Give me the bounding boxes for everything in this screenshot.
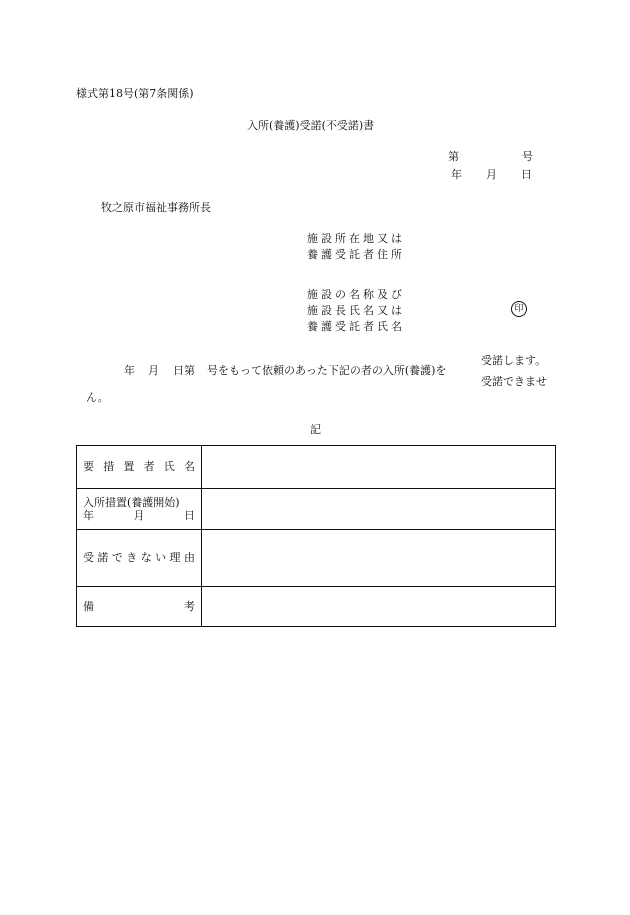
label-remarks-char-2: 考 [184,599,195,613]
label-char: 理 [169,551,181,565]
option-decline: 受諾できませ [481,375,547,388]
doc-number-go: 号 [522,150,533,163]
label-remarks [77,587,202,627]
label-char: 氏 [163,460,175,474]
label-admission-year: 年 [83,509,94,523]
label-char: い [155,551,167,565]
label-char: な [140,551,152,565]
body-year: 年 [124,364,135,377]
option-accept: 受諾します。 [481,354,547,367]
document-title: 入所(養護)受諾(不受諾)書 [247,119,375,132]
value-admission [202,489,556,530]
body-day-dai: 日第 [173,364,195,377]
label-admission-date [83,509,195,522]
seal-mark: 印 [511,301,527,317]
body-month: 月 [148,364,159,377]
label-person-name-text [83,460,195,473]
ki-heading: 記 [310,423,321,436]
label-char: 受 [83,551,94,565]
label-decline-reason [77,530,202,587]
table-row [77,530,556,587]
table-row [77,489,556,530]
sender-name-label-3: 養護受託者氏名 [307,320,405,333]
sender-name-label-1: 施設の名称及び [307,288,405,301]
label-char: 諾 [97,551,109,565]
label-remarks-text [83,600,195,613]
record-table [76,445,556,627]
label-admission-month: 月 [133,509,145,523]
label-char: 要 [83,460,94,474]
body-main-text: 号をもって依頼のあった下記の者の入所(養護)を [207,364,447,377]
date-day: 日 [521,168,532,181]
label-char: 由 [183,551,195,565]
label-person-name [77,446,202,489]
value-person-name [202,446,556,489]
label-admission-day: 日 [184,509,195,523]
date-year: 年 [451,168,462,181]
label-remarks-char-1: 備 [83,599,94,613]
sender-address-label-2: 養護受託者住所 [307,248,405,261]
value-decline-reason [202,530,556,587]
label-admission-line1: 入所措置(養護開始) [83,495,180,509]
label-char: 名 [183,460,195,474]
sender-name-label-2: 施設長氏名又は [307,304,405,317]
label-admission [77,489,202,530]
value-remarks [202,587,556,627]
label-char: 措 [103,460,115,474]
addressee: 牧之原市福祉事務所長 [101,201,211,214]
label-char: 置 [123,460,135,474]
table-row [77,446,556,489]
label-char: で [111,551,123,565]
label-char: き [126,551,138,565]
label-char: 者 [143,460,155,474]
table-row [77,587,556,627]
label-decline-reason-text [83,551,195,564]
form-number: 様式第18号(第7条関係) [76,87,194,100]
date-month: 月 [486,168,497,181]
doc-number-dai: 第 [448,150,459,163]
body-tail: ん。 [86,391,109,404]
sender-address-label-1: 施設所在地又は [307,232,405,245]
